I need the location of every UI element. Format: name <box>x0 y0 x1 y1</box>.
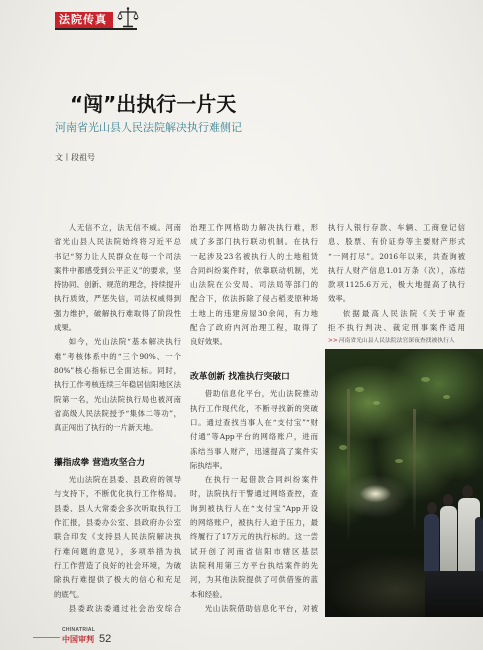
paragraph <box>54 602 181 616</box>
officer-figure <box>475 517 483 573</box>
text-line: 款项1125.6万元，极大地提高了执行 <box>328 280 465 290</box>
person-head <box>427 502 437 514</box>
text-line: 执行人银行存款、车辆、工商登记信 <box>328 223 465 232</box>
text-line: 光山法院在县委、县政府的领导 <box>68 475 181 485</box>
text-line: 行工作营造了良好的社会环境，为破 <box>54 560 181 570</box>
text-line: 成了多部门执行联动机制。在执行 <box>190 237 318 247</box>
text-line: 时，法院执行干警通过网络查控，查 <box>190 489 318 499</box>
tree-trunk <box>347 389 350 539</box>
text-line: 土地上的违建房屋30余间，有力地 <box>190 308 318 318</box>
text-line: “一网打尽”。2016年以来，共查询被 <box>328 251 465 261</box>
text-line: 借助信息化平台，光山法院推动 <box>204 389 318 399</box>
text-line: 真正闯出了执行的一片新天地。 <box>54 423 158 433</box>
lit-leaf <box>395 459 403 463</box>
text-line: 本和经验。 <box>190 589 227 599</box>
text-line: 强力维护，破解执行难取得了阶段性 <box>54 308 181 318</box>
text-line: 案件中都感受到公平正义”的要求，坚 <box>54 265 181 275</box>
text-line: 行难问题的意见》，多项举措为执 <box>54 546 181 556</box>
text-line: 如今，光山法院“基本解决执行 <box>68 337 181 347</box>
officer-figure <box>440 506 457 572</box>
text-line: 执行工作考核连续三年稳居信阳地区法 <box>54 380 181 390</box>
text-line: 试开创了河南省信阳市辖区基层 <box>190 546 318 556</box>
text-line: 合同纠纷案件时，依靠联动机制，光 <box>190 265 318 275</box>
tree-trunk <box>413 409 416 529</box>
text-line: 一起涉及23名被执行人的土地租赁 <box>190 251 318 261</box>
text-line: 执行工作现代化，不断寻找新的突破 <box>190 403 318 413</box>
section-heading: 改革创新 找准执行突破口 <box>190 372 290 383</box>
byline: 文丨段祖号 <box>55 153 95 162</box>
text-line: 终履行了17万元的执行标的。这一尝 <box>190 532 318 542</box>
text-line: 在执行一起借款合同纠纷案件 <box>204 475 318 485</box>
text-line: 法院利用第三方平台执结案件的先 <box>190 560 318 570</box>
text-line: 良好效果。 <box>190 337 227 347</box>
text-line: 山法院在公安局、司法局等部门的 <box>190 280 318 290</box>
caption-marker: >> <box>328 338 338 344</box>
text-line: 与支持下，不断优化执行工作格局。 <box>54 489 181 499</box>
text-line: 联合印发《支持县人民法院解决执 <box>54 532 181 542</box>
text-line: 息、股票、有价证券等主要财产形式 <box>328 237 465 247</box>
text-line: 依据最高人民法院《关于审查 <box>342 308 465 318</box>
text-line: 口。通过查找当事人在“支付宝”“财 <box>190 417 318 427</box>
article-subtitle: 河南省光山县人民法院解决执行难侧记 <box>55 121 242 134</box>
article-column-3 <box>328 221 465 335</box>
text-line: 作汇报，县委办公室、县政府办公室 <box>54 518 181 528</box>
lit-leaf <box>355 387 364 392</box>
section-heading: 攥指成拳 营造攻坚合力 <box>54 458 146 469</box>
paragraph <box>54 335 181 435</box>
text-line: 冻结当事人财产，迅速提高了案件实 <box>190 446 318 456</box>
text-line: 省高级人民法院授予“集体二等功”， <box>54 408 181 418</box>
text-line: 配合下，依法拆除了侵占稻麦原种场 <box>190 294 318 304</box>
lit-leaf <box>443 395 450 399</box>
text-line: 河，为其他法院提供了可供借鉴的蓝 <box>190 575 318 585</box>
officer-figure <box>424 514 439 572</box>
text-line: 治理工作网格助力解决执行难，形 <box>190 223 318 232</box>
text-line: 县委政法委通过社会治安综合 <box>68 603 181 613</box>
article-column-1 <box>54 221 181 616</box>
night-photo <box>325 349 483 617</box>
text-line: 院第一名，光山法院执行局也被河南 <box>54 394 181 404</box>
lit-leaf <box>373 401 380 405</box>
ground-shadow <box>425 571 483 617</box>
paragraph <box>54 221 181 335</box>
paragraph <box>54 473 181 602</box>
text-line: 县委、县人大常委会多次听取执行工 <box>54 503 181 513</box>
person-head <box>443 494 453 506</box>
text-line: 光山法院借助信息化平台，对被 <box>204 603 318 613</box>
text-line: 80%”核心指标已全面达标。同时， <box>54 365 181 375</box>
section-banner: 法院传真 <box>55 12 113 28</box>
brand-logo-cn: 中国审判 <box>62 635 94 644</box>
lit-leaf <box>339 445 347 450</box>
photo-caption <box>328 337 478 346</box>
text-line: 的底气。 <box>54 589 84 599</box>
text-line: 的网络账户，被执行人迫于压力，最 <box>190 518 318 528</box>
article-title: “闯”出执行一片天 <box>70 92 237 116</box>
text-line: 除执行难提供了极大的信心和充足 <box>54 575 181 585</box>
footer-rule <box>33 637 60 638</box>
text-line: 付通”等App平台的网络账户，进而 <box>190 432 318 442</box>
paragraph <box>328 307 465 336</box>
text-line: 效率。 <box>328 294 351 304</box>
text-line: 询到被执行人在“支付宝”App开设 <box>190 503 318 513</box>
text-line: 省光山县人民法院始终将习近平总 <box>54 237 181 247</box>
paragraph <box>190 602 318 616</box>
paragraph <box>190 473 318 602</box>
text-line: 持协同、创新、规范的理念，持续提升 <box>54 280 181 290</box>
text-line: 书记“努力让人民群众在每一个司法 <box>54 251 181 261</box>
text-line: 际执结率。 <box>190 460 227 470</box>
banner-rule <box>55 28 137 30</box>
paragraph <box>190 221 318 350</box>
paragraph <box>328 221 465 307</box>
lit-leaf <box>421 377 430 382</box>
caption-text: 河南省光山县人民法院法官深夜查找被执行人 <box>338 338 455 344</box>
text-line: 拒不执行判决、裁定刑事案件适用 <box>328 323 465 333</box>
text-line: 成果。 <box>54 323 77 333</box>
article-column-2 <box>190 221 318 616</box>
text-line: 难”考核体系中的“三个90%、一个 <box>54 351 181 361</box>
text-line: 配合了政府内河治理工程，取得了 <box>190 323 318 333</box>
text-line: 执行质效，严惩失信，司法权威得到 <box>54 294 181 304</box>
text-line: 人无信不立，法无信不威。河南 <box>68 223 181 232</box>
text-line: 执行人财产信息1.01万条（次），冻结 <box>328 265 465 275</box>
paragraph <box>190 387 318 473</box>
person-head <box>462 485 473 498</box>
page-number: 52 <box>99 633 112 645</box>
scales-icon <box>117 6 139 28</box>
brand-logo-en: CHINATRIAL <box>62 627 96 633</box>
